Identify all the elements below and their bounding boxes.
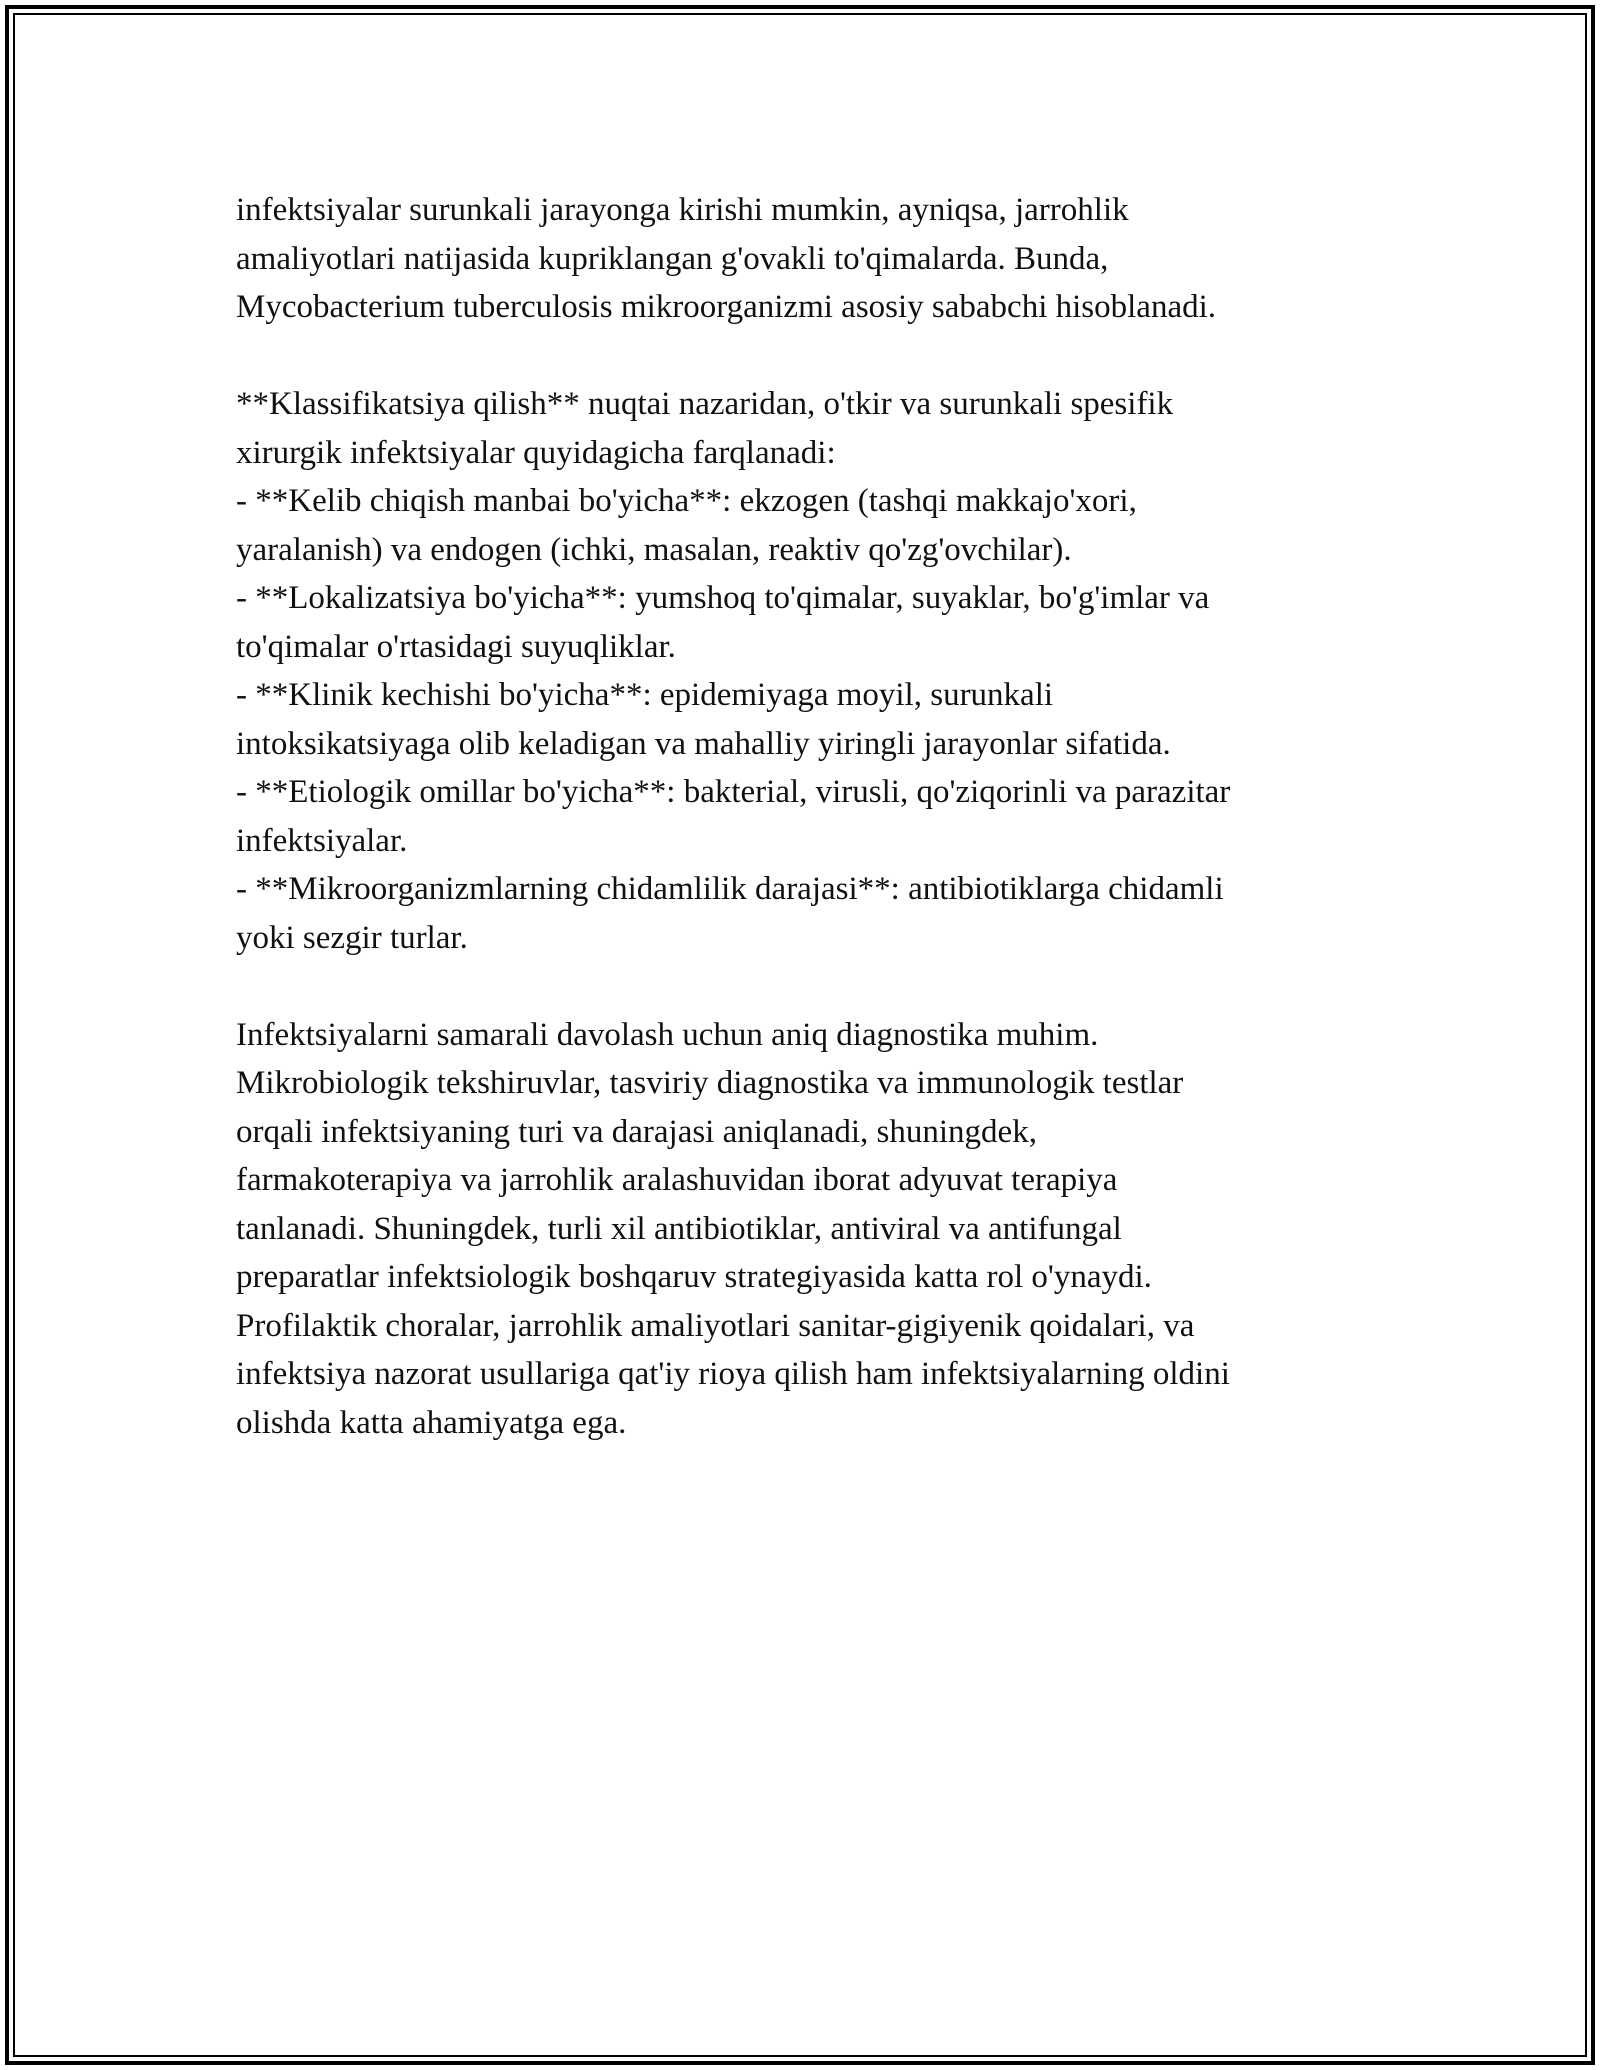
text-line: preparatlar infektsiologik boshqaruv strategiyasida katta rol o'ynaydi. xyxy=(236,1259,1152,1295)
list-item-line: yoki sezgir turlar. xyxy=(236,919,468,956)
list-item-line: - **Kelib chiqish manbai bo'yicha**: ekzogen (tashqi makkajo'xori, xyxy=(236,483,1137,519)
list-item-line: yaralanish) va endogen (ichki, masalan, reaktiv qo'zg'ovchilar). xyxy=(236,531,1072,568)
document-body xyxy=(236,186,1366,1496)
paragraph-tuberculosis xyxy=(236,186,1366,332)
paragraph-diagnostics xyxy=(236,1011,1366,1448)
text-line: infektsiya nazorat usullariga qat'iy rioya qilish ham infektsiyalarning oldini xyxy=(236,1356,1230,1392)
text-line: tanlanadi. Shuningdek, turli xil antibiotiklar, antiviral va antifungal xyxy=(236,1210,1122,1247)
text-line: Mikrobiologik tekshiruvlar, tasviriy diagnostika va immunologik testlar xyxy=(236,1065,1184,1101)
list-item-line: - **Mikroorganizmlarning chidamlilik darajasi**: antibiotiklarga chidamli xyxy=(236,871,1224,907)
text-line: olishda katta ahamiyatga ega. xyxy=(236,1404,627,1441)
text-line: Infektsiyalarni samarali davolash uchun aniq diagnostika muhim. xyxy=(236,1016,1099,1053)
text-line: amaliyotlari natijasida kupriklangan g'ovakli to'qimalarda. Bunda, xyxy=(236,240,1109,277)
text-line: Mycobacterium tuberculosis mikroorganizmi asosiy sababchi hisoblanadi. xyxy=(236,289,1217,325)
text-line: **Klassifikatsiya qilish** nuqtai nazaridan, o'tkir va surunkali spesifik xyxy=(236,386,1174,422)
list-item-line: - **Klinik kechishi bo'yicha**: epidemiyaga moyil, surunkali xyxy=(236,677,1054,713)
text-line: farmakoterapiya va jarrohlik aralashuvidan iborat adyuvat terapiya xyxy=(236,1162,1118,1198)
list-item-line: - **Etiologik omillar bo'yicha**: bakterial, virusli, qo'ziqorinli va parazitar xyxy=(236,774,1231,810)
list-item-line: infektsiyalar. xyxy=(236,822,408,859)
paragraph-classification xyxy=(236,380,1366,962)
list-item-line: intoksikatsiyaga olib keladigan va mahalliy yiringli jarayonlar sifatida. xyxy=(236,725,1171,762)
text-line: infektsiyalar surunkali jarayonga kirishi mumkin, ayniqsa, jarrohlik xyxy=(236,192,1129,228)
text-line: orqali infektsiyaning turi va darajasi aniqlanadi, shuningdek, xyxy=(236,1113,1037,1150)
text-line: xirurgik infektsiyalar quyidagicha farqlanadi: xyxy=(236,434,836,471)
list-item-line: - **Lokalizatsiya bo'yicha**: yumshoq to'qimalar, suyaklar, bo'g'imlar va xyxy=(236,580,1210,616)
list-item-line: to'qimalar o'rtasidagi suyuqliklar. xyxy=(236,628,676,665)
text-line: Profilaktik choralar, jarrohlik amaliyotlari sanitar-gigiyenik qoidalari, va xyxy=(236,1307,1195,1344)
